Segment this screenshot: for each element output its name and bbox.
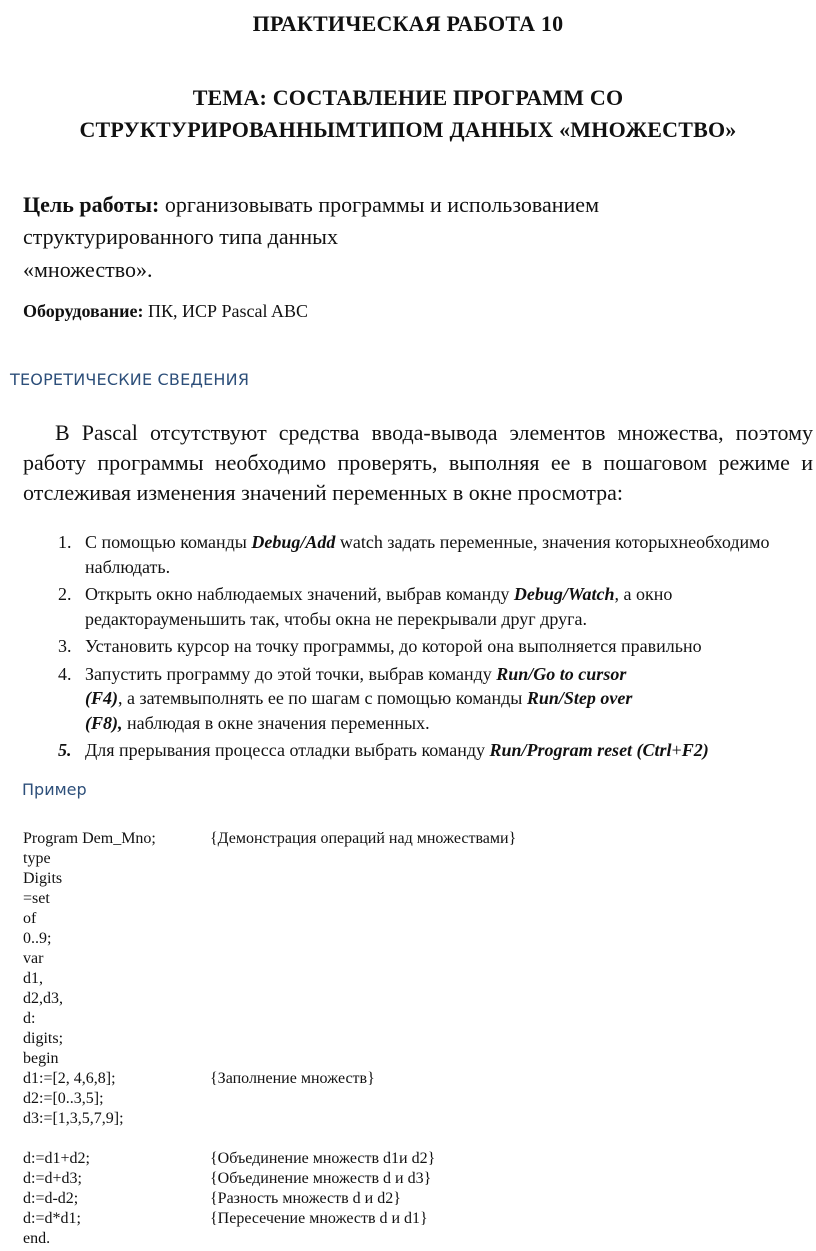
- step-command: Run/Go to cursor: [496, 663, 627, 684]
- goal-text-2: структурированного типа данных: [23, 224, 338, 249]
- step-text: Запустить программу до этой точки, выбрав команду: [85, 663, 497, 684]
- code-line: [23, 1049, 813, 1069]
- example-heading: Пример: [22, 780, 87, 799]
- equipment-value: ПК, ИСР Pascal ABC: [143, 301, 309, 321]
- code-comment: {Заполнение множеств}: [210, 1070, 375, 1087]
- code-statement: d1,: [23, 970, 43, 987]
- code-line: [23, 1149, 813, 1169]
- step-text: +: [671, 740, 682, 760]
- goal-text-1: организовывать программы и использованием: [159, 192, 599, 217]
- step-text: С помощью команды: [85, 532, 252, 552]
- code-line: [23, 829, 813, 849]
- step-command: (F8),: [85, 712, 123, 733]
- code-statement: begin: [23, 1050, 59, 1067]
- step-number: 2.: [58, 584, 72, 604]
- code-line: [23, 909, 813, 929]
- step-text: наблюдая в окне значения переменных.: [122, 712, 430, 733]
- list-item: [23, 530, 813, 579]
- code-statement: d:=d1+d2;: [23, 1150, 90, 1167]
- step-text: Открыть окно наблюдаемых значений, выбрав команду: [85, 584, 514, 604]
- code-line: [23, 949, 813, 969]
- code-statement: type: [23, 850, 51, 867]
- code-line: [23, 869, 813, 889]
- code-statement: end.: [23, 1230, 51, 1247]
- list-item: [23, 738, 813, 763]
- code-statement: d:=d*d1;: [23, 1210, 81, 1227]
- code-statement: var: [23, 950, 44, 967]
- code-line: [23, 989, 813, 1009]
- step-command: Run/Step over: [526, 688, 633, 708]
- code-line: [23, 1169, 813, 1189]
- code-listing: [23, 829, 813, 1249]
- step-text: Установить курсор на точку программы, до которой она выполняется правильно: [85, 636, 702, 656]
- code-statement: d1:=[2, 4,6,8];: [23, 1070, 116, 1087]
- code-statement: d3:=[1,3,5,7,9];: [23, 1110, 124, 1127]
- equipment-label: Оборудование:: [23, 301, 144, 321]
- theory-heading: ТЕОРЕТИЧЕСКИЕ СВЕДЕНИЯ: [10, 370, 250, 389]
- code-line: [23, 1189, 813, 1209]
- step-command: F2): [681, 740, 709, 760]
- goal-line1: [23, 190, 599, 220]
- code-comment: {Объединение множеств d1и d2}: [210, 1150, 436, 1167]
- code-line: [23, 1229, 813, 1249]
- code-comment: {Разность множеств d и d2}: [210, 1190, 401, 1207]
- step-text: , а затемвыполнять ее по шагам с помощью команды: [118, 688, 527, 708]
- step-text: watch задать переменные, значения которыхнеобходимо наблюдать.: [85, 532, 770, 577]
- step-command: Debug/Add: [251, 532, 336, 552]
- goal-label: Цель работы:: [23, 192, 160, 217]
- list-item: [23, 582, 813, 631]
- code-comment: {Объединение множеств d и d3}: [210, 1170, 432, 1187]
- code-statement: d:=d-d2;: [23, 1190, 79, 1207]
- code-line: [23, 1029, 813, 1049]
- code-statement: d:=d+d3;: [23, 1170, 82, 1187]
- steps-list: [23, 530, 813, 766]
- code-line: [23, 1109, 813, 1129]
- goal-text-3: «множество».: [23, 257, 153, 282]
- code-statement: d2:=[0..3,5];: [23, 1090, 104, 1107]
- code-line: [23, 1009, 813, 1029]
- code-statement: of: [23, 910, 37, 927]
- step-number: 1.: [58, 532, 72, 552]
- code-statement: Program Dem_Mno;: [23, 830, 156, 847]
- list-item: [23, 634, 813, 659]
- step-number: 4.: [58, 663, 72, 684]
- step-command: Debug/Watch: [513, 584, 615, 604]
- equipment-line: [23, 298, 308, 324]
- step-command: Run/Program reset (Ctrl: [489, 740, 672, 760]
- code-comment: {Пересечение множеств d и d1}: [210, 1210, 428, 1227]
- code-statement: d2,d3,: [23, 990, 63, 1007]
- topic-title-line1: ТЕМА: СОСТАВЛЕНИЕ ПРОГРАММ СО: [192, 85, 624, 110]
- code-statement: d:: [23, 1010, 36, 1027]
- code-statement: Digits: [23, 870, 63, 887]
- list-item: [23, 662, 813, 736]
- code-line: [23, 849, 813, 869]
- code-statement: =set: [23, 890, 50, 907]
- step-number: 5.: [58, 740, 72, 760]
- code-line: [23, 1069, 813, 1089]
- code-line: [23, 1089, 813, 1109]
- step-number: 3.: [58, 636, 72, 656]
- code-line: [23, 969, 813, 989]
- code-statement: 0..9;: [23, 930, 52, 947]
- step-command: (F4): [85, 688, 118, 708]
- code-line: [23, 889, 813, 909]
- theory-paragraph: В Pascal отсутствуют средства ввода-вывода элементов множества, поэтому работу программы необходимо проверять, выполняя ее в пошаговом режиме и отслеживая изменения значений переменных в окне просмотра:: [23, 420, 813, 505]
- code-comment: {Демонстрация операций над множествами}: [210, 830, 517, 847]
- code-statement: digits;: [23, 1030, 64, 1047]
- code-line: [23, 1209, 813, 1229]
- code-line: [23, 1129, 813, 1149]
- topic-title-line2: СТРУКТУРИРОВАННЫМТИПОМ ДАННЫХ «МНОЖЕСТВО»: [79, 117, 737, 142]
- work-title: ПРАКТИЧЕСКАЯ РАБОТА 10: [252, 11, 564, 36]
- step-text: , а окно редакторауменьшить так, чтобы окна не перекрывали друг друга.: [85, 584, 673, 629]
- code-line: [23, 929, 813, 949]
- step-text: Для прерывания процесса отладки выбрать команду: [85, 740, 490, 760]
